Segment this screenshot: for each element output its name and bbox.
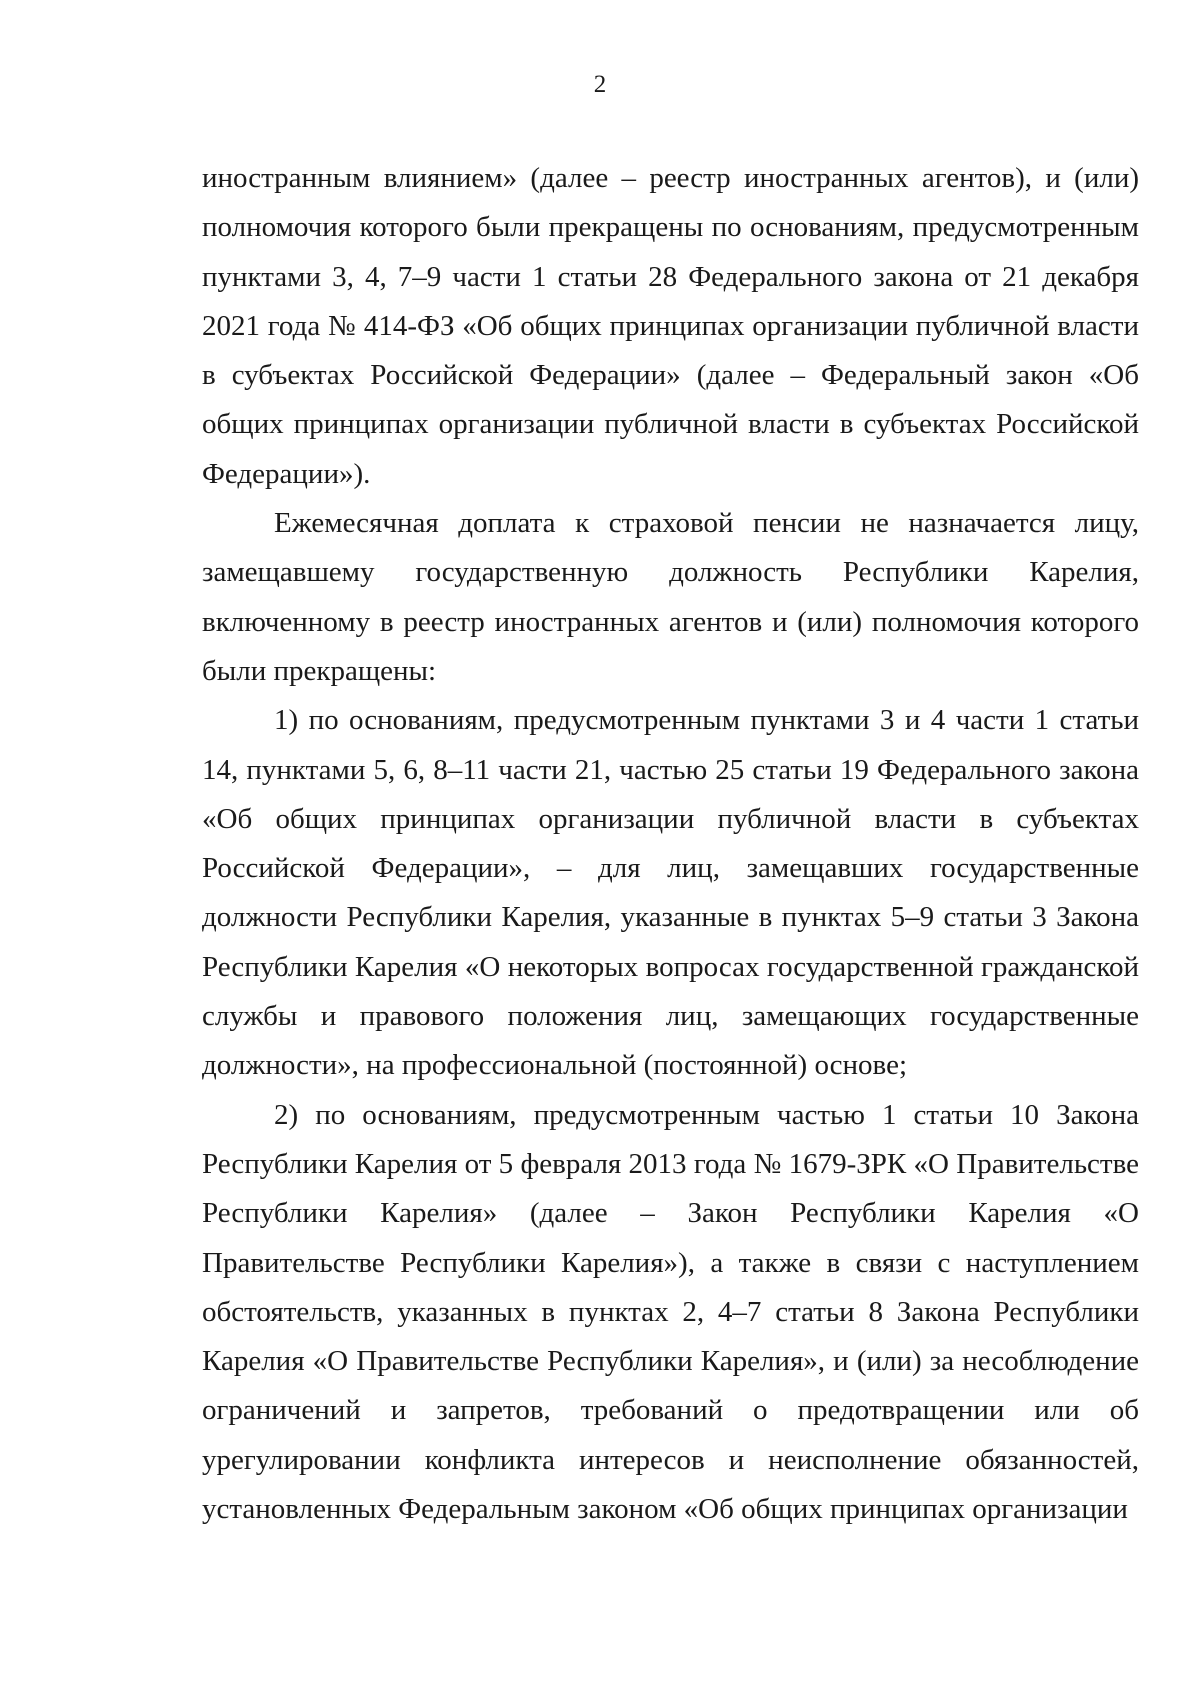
document-body	[202, 154, 1139, 1534]
paragraph-continuation: иностранным влиянием» (далее – реестр иностранных агентов), и (или) полномочия которого были прекращены по основаниям, предусмотренным пунктами 3, 4, 7–9 части 1 статьи 28 Федерального закона от 21 декабря 2021 года № 414-ФЗ «Об общих принципах организации публичной власти в субъектах Российской Федерации» (далее – Федеральный закон «Об общих принципах организации публичной власти в субъектах Российской Федерации»).	[202, 162, 1139, 490]
paragraph-supplement-not-assigned: Ежемесячная доплата к страховой пенсии не назначается лицу, замещавшему государственную должность Республики Карелия, включенному в реестр иностранных агентов и (или) полномочия которого были прекращены:	[202, 507, 1139, 687]
paragraph-item-2: 2) по основаниям, предусмотренным частью 1 статьи 10 Закона Республики Карелия от 5 февраля 2013 года № 1679-ЗРК «О Правительстве Республики Карелия» (далее – Закон Республики Карелия «О Правительстве Республики Карелия»), а также в связи с наступлением обстоятельств, указанных в пунктах 2, 4–7 статьи 8 Закона Республики Карелия «О Правительстве Республики Карелия», и (или) за несоблюдение ограничений и запретов, требований о предотвращении или об урегулировании конфликта интересов и неисполнение обязанностей, установленных Федеральным законом «Об общих принципах организации	[202, 1098, 1139, 1526]
paragraph-item-1: 1) по основаниям, предусмотренным пунктами 3 и 4 части 1 статьи 14, пунктами 5, 6, 8–11 части 21, частью 25 статьи 19 Федерального закона «Об общих принципах организации публичной власти в субъектах Российской Федерации», – для лиц, замещавших государственные должности Республики Карелия, указанные в пунктах 5–9 статьи 3 Закона Республики Карелия «О некоторых вопросах государственной гражданской службы и правового положения лиц, замещающих государственные должности», на профессиональной (постоянной) основе;	[202, 704, 1139, 1082]
page-number: 2	[593, 71, 607, 98]
